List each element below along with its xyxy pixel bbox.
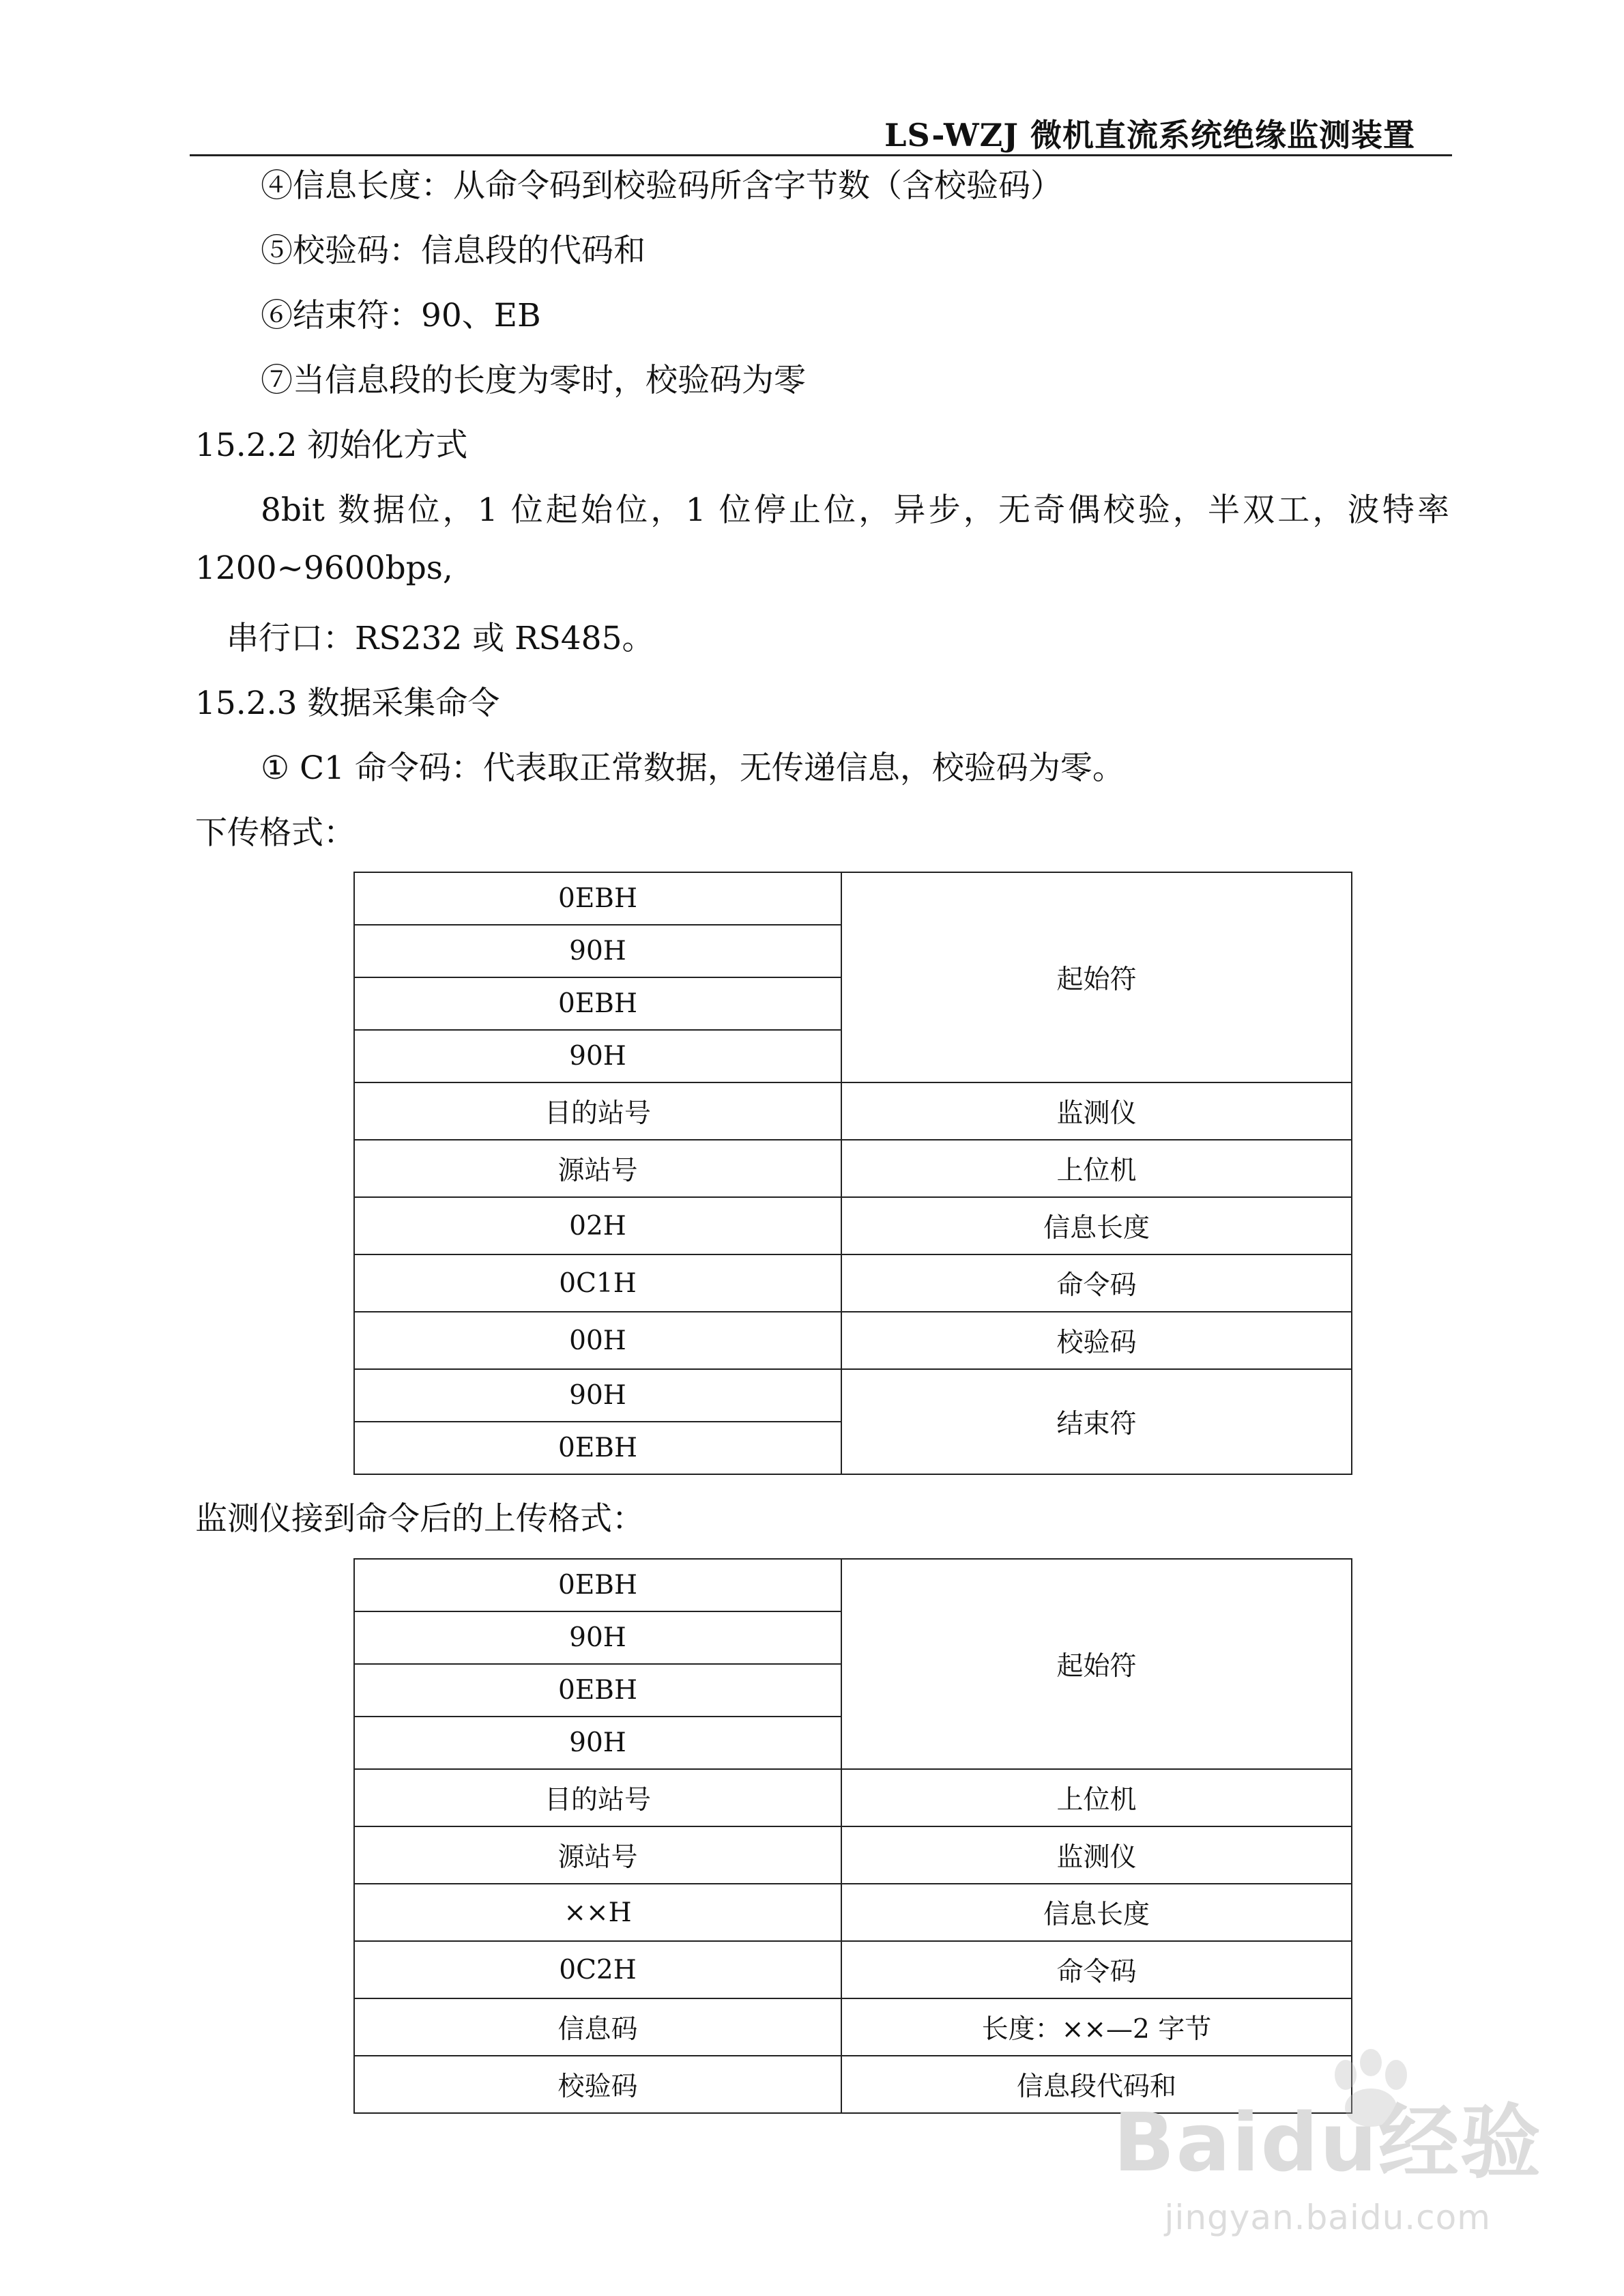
field-desc-cell: 监测仪 — [841, 1826, 1352, 1884]
field-desc-cell: 信息段代码和 — [841, 2056, 1352, 2113]
start-byte-cell: 90H — [354, 1717, 841, 1769]
init-line-1: 8bit 数据位，1 位起始位，1 位停止位，异步，无奇偶校验，半双工，波特率 — [261, 491, 1449, 529]
watermark-url: jingyan.baidu.com — [1164, 2198, 1491, 2237]
table-row — [354, 1197, 1352, 1254]
section-init-heading: 15.2.2 初始化方式 — [195, 427, 468, 464]
field-value-cell: 源站号 — [354, 1140, 841, 1197]
field-desc-cell: 命令码 — [841, 1941, 1352, 1998]
item-7: ⑦当信息段的长度为零时，校验码为零 — [261, 362, 806, 399]
field-desc-cell: 命令码 — [841, 1254, 1352, 1312]
field-desc-cell: 上位机 — [841, 1140, 1352, 1197]
end-byte-cell: 90H — [354, 1369, 841, 1422]
serial-port-line: 串行口：RS232 或 RS485。 — [227, 620, 654, 657]
table-row — [354, 1884, 1352, 1941]
field-value-cell: 0C2H — [354, 1941, 841, 1998]
field-value-cell: 信息码 — [354, 1998, 841, 2056]
field-desc-cell: 信息长度 — [841, 1197, 1352, 1254]
table-row — [354, 1769, 1352, 1826]
start-byte-cell: 90H — [354, 1611, 841, 1664]
start-byte-cell: 90H — [354, 1030, 841, 1082]
init-line-2: 1200~9600bps, — [195, 549, 453, 587]
field-value-cell: ××H — [354, 1884, 841, 1941]
field-value-cell: 02H — [354, 1197, 841, 1254]
item-5: ⑤校验码：信息段的代码和 — [261, 232, 646, 270]
down-format-label: 下传格式： — [195, 814, 356, 852]
field-value-cell: 0C1H — [354, 1254, 841, 1312]
downlink-format-table — [353, 872, 1352, 1475]
header-rule — [190, 154, 1452, 156]
field-desc-cell: 监测仪 — [841, 1082, 1352, 1140]
table-row — [354, 1998, 1352, 2056]
field-value-cell: 目的站号 — [354, 1769, 841, 1826]
uplink-format-table — [353, 1558, 1352, 2114]
watermark-logo: Baidu经验 — [1113, 2095, 1542, 2190]
end-byte-cell: 0EBH — [354, 1422, 841, 1474]
item-4: ④信息长度：从命令码到校验码所含字节数（含校验码） — [261, 167, 1062, 205]
section-collect-heading: 15.2.3 数据采集命令 — [195, 685, 500, 722]
field-value-cell: 00H — [354, 1312, 841, 1369]
field-desc-cell: 上位机 — [841, 1769, 1352, 1826]
start-label-cell: 起始符 — [841, 1559, 1352, 1769]
table-row — [354, 1941, 1352, 1998]
table-row — [354, 1082, 1352, 1140]
field-desc-cell: 校验码 — [841, 1312, 1352, 1369]
start-label-cell: 起始符 — [841, 872, 1352, 1082]
c1-command-line: ① C1 命令码：代表取正常数据，无传递信息，校验码为零。 — [261, 749, 1125, 787]
start-byte-cell: 90H — [354, 925, 841, 977]
field-value-cell: 校验码 — [354, 2056, 841, 2113]
baidu-watermark — [1113, 2095, 1543, 2237]
item-6: ⑥结束符：90、EB — [261, 297, 541, 334]
header-title: LS-WZJ 微机直流系统绝缘监测装置 — [884, 117, 1415, 154]
up-format-label: 监测仪接到命令后的上传格式： — [195, 1500, 644, 1538]
table-row — [354, 1140, 1352, 1197]
field-value-cell: 源站号 — [354, 1826, 841, 1884]
end-label-cell: 结束符 — [841, 1369, 1352, 1474]
start-byte-cell: 0EBH — [354, 977, 841, 1030]
field-desc-cell: 信息长度 — [841, 1884, 1352, 1941]
start-byte-cell: 0EBH — [354, 1664, 841, 1717]
table-row — [354, 1254, 1352, 1312]
start-byte-cell: 0EBH — [354, 1559, 841, 1611]
field-value-cell: 目的站号 — [354, 1082, 841, 1140]
field-desc-cell: 长度：××—2 字节 — [841, 1998, 1352, 2056]
table-row — [354, 1826, 1352, 1884]
start-byte-cell: 0EBH — [354, 872, 841, 925]
table-row — [354, 1312, 1352, 1369]
